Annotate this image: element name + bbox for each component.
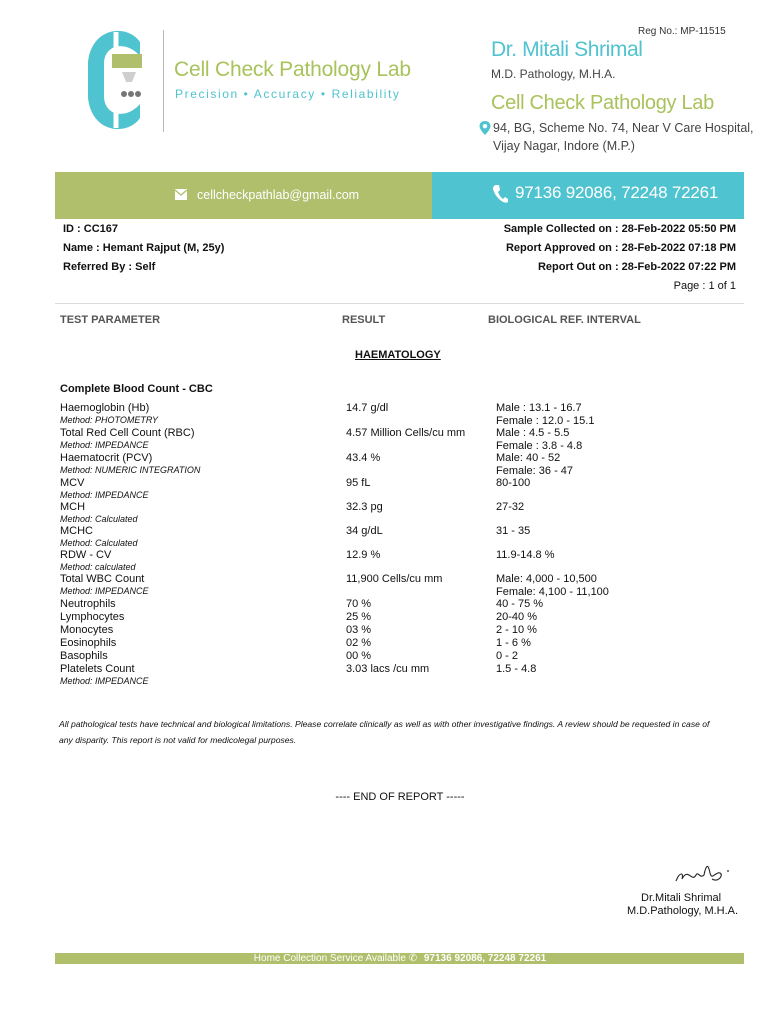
reference-line: Female: 36 - 47 — [496, 464, 574, 477]
reg-number: Reg No.: MP-11515 — [638, 26, 726, 37]
test-result: 25 % — [346, 611, 372, 623]
test-parameter — [60, 598, 346, 611]
test-name: Basophils — [60, 650, 108, 662]
test-result: 14.7 g/dl — [346, 402, 389, 414]
end-of-report: ---- END OF REPORT ----- — [335, 791, 465, 803]
reference-interval — [496, 663, 746, 687]
test-parameter — [60, 402, 346, 427]
test-result: 4.57 Million Cells/cu mm — [346, 427, 466, 439]
test-name: Lymphocytes — [60, 611, 125, 623]
table-row — [60, 501, 750, 525]
test-parameter — [60, 427, 346, 452]
test-method: Method: IMPEDANCE — [60, 586, 149, 596]
test-result: 11,900 Cells/cu mm — [346, 573, 443, 585]
reference-interval — [496, 477, 746, 501]
test-method: Method: IMPEDANCE — [60, 676, 149, 686]
test-parameter — [60, 663, 346, 687]
contact-email[interactable]: cellcheckpathlab@gmail.com — [197, 188, 360, 202]
test-parameter — [60, 549, 346, 573]
test-name: Total Red Cell Count (RBC) — [60, 427, 195, 439]
reference-interval — [496, 573, 746, 598]
test-method: Method: NUMERIC INTEGRATION — [60, 465, 201, 475]
test-method: Method: IMPEDANCE — [60, 490, 149, 500]
test-result: 3.03 lacs /cu mm — [346, 663, 430, 675]
column-header-result: RESULT — [342, 314, 386, 326]
location-pin-icon — [479, 121, 491, 135]
report-approved: Report Approved on : 28-Feb-2022 07:18 PM — [505, 242, 736, 254]
report-out: Report Out on : 28-Feb-2022 07:22 PM — [537, 261, 736, 273]
reference-line: 1.5 - 4.8 — [496, 663, 537, 675]
table-row — [60, 427, 750, 452]
reference-interval — [496, 427, 746, 452]
reference-line: Male : 13.1 - 16.7 — [496, 402, 582, 414]
test-result: 32.3 pg — [346, 501, 383, 513]
doctor-name: Dr. Mitali Shrimal — [491, 38, 643, 61]
table-row — [60, 549, 750, 573]
mail-icon — [175, 189, 187, 200]
page-number: Page : 1 of 1 — [673, 280, 736, 292]
reference-line: 0 - 2 — [496, 650, 519, 662]
test-name: Neutrophils — [60, 598, 116, 610]
panel-title: Complete Blood Count - CBC — [60, 383, 213, 395]
test-method: Method: PHOTOMETRY — [60, 415, 159, 425]
referred-by: Referred By : Self — [63, 261, 156, 273]
table-row — [60, 637, 750, 650]
reference-line: Male: 40 - 52 — [496, 452, 561, 464]
table-row — [60, 624, 750, 637]
test-result: 03 % — [346, 624, 372, 636]
test-name: RDW - CV — [60, 549, 112, 561]
reference-line: 31 - 35 — [496, 525, 531, 537]
test-name: Monocytes — [60, 624, 114, 636]
reference-interval — [496, 525, 746, 549]
test-name: Total WBC Count — [60, 573, 145, 585]
brand-tagline: Precision • Accuracy • Reliability — [175, 87, 401, 101]
test-result: 02 % — [346, 637, 372, 649]
test-method: Method: Calculated — [60, 514, 138, 524]
footer-phone-icon: ✆ — [408, 953, 418, 964]
table-row — [60, 663, 750, 687]
column-header-reference-interval: BIOLOGICAL REF. INTERVAL — [488, 314, 641, 326]
test-result: 12.9 % — [346, 549, 381, 561]
test-parameter — [60, 573, 346, 598]
patient-id: ID : CC167 — [63, 223, 119, 235]
reference-line: Female : 12.0 - 15.1 — [496, 414, 595, 427]
test-parameter — [60, 452, 346, 477]
reference-line: 80-100 — [496, 477, 531, 489]
table-row — [60, 598, 750, 611]
test-method: Method: Calculated — [60, 538, 138, 548]
lab-name: Cell Check Pathology Lab — [491, 92, 714, 114]
table-row — [60, 650, 750, 663]
test-method: Method: calculated — [60, 562, 136, 572]
table-row — [60, 525, 750, 549]
divider — [55, 303, 744, 304]
table-row — [60, 611, 750, 624]
test-parameter — [60, 611, 346, 624]
reference-line: Male : 4.5 - 5.5 — [496, 427, 570, 439]
reference-interval — [496, 624, 746, 637]
brand-name: Cell Check Pathology Lab — [174, 58, 411, 81]
test-name: MCH — [60, 501, 86, 513]
test-name: Haemoglobin (Hb) — [60, 402, 150, 414]
reference-line: Female: 4,100 - 11,100 — [496, 585, 609, 598]
reference-interval — [496, 611, 746, 624]
table-row — [60, 452, 750, 477]
test-parameter — [60, 501, 346, 525]
test-name: MCV — [60, 477, 85, 489]
column-header-test-parameter: TEST PARAMETER — [60, 314, 161, 326]
test-name: Platelets Count — [60, 663, 135, 675]
contact-phones[interactable]: 97136 92086, 72248 72261 — [515, 183, 719, 202]
test-parameter — [60, 637, 346, 650]
reference-line: 20-40 % — [496, 611, 537, 623]
section-title: HAEMATOLOGY — [355, 349, 441, 361]
address-line-1: 94, BG, Scheme No. 74, Near V Care Hospital, — [493, 121, 754, 135]
sample-collected: Sample Collected on : 28-Feb-2022 05:50 PM — [503, 223, 736, 235]
table-row — [60, 573, 750, 598]
patient-name: Name : Hemant Rajput (M, 25y) — [63, 242, 225, 254]
reference-interval — [496, 501, 746, 525]
test-method: Method: IMPEDANCE — [60, 440, 149, 450]
test-parameter — [60, 624, 346, 637]
disclaimer: All pathological tests have technical and biological limitations. Please correlate clinically as well as with other investigative findings. A review should be requested in case of any disparity. This report is not valid for medicolegal purposes. — [59, 719, 710, 745]
test-parameter — [60, 650, 346, 663]
reference-line: 40 - 75 % — [496, 598, 544, 610]
lab-logo — [82, 24, 150, 136]
logo-divider — [163, 30, 164, 132]
reference-line: Male: 4,000 - 10,500 — [496, 573, 597, 585]
test-result: 34 g/dL — [346, 525, 383, 537]
table-row — [60, 402, 750, 427]
reference-interval — [496, 402, 746, 427]
reference-interval — [496, 637, 746, 650]
reference-line: 27-32 — [496, 501, 525, 513]
footer-text — [0, 953, 768, 964]
reference-line: 2 - 10 % — [496, 624, 537, 636]
phone-icon — [492, 184, 508, 204]
test-result: 70 % — [346, 598, 372, 610]
signatory-degree: M.D.Pathology, M.H.A. — [627, 905, 739, 917]
doctor-degree: M.D. Pathology, M.H.A. — [491, 67, 616, 81]
test-result: 95 fL — [346, 477, 371, 489]
doctor-signature — [672, 853, 732, 889]
reference-line: 11.9-14.8 % — [496, 549, 555, 561]
test-name: Haematocrit (PCV) — [60, 452, 153, 464]
table-row — [60, 477, 750, 501]
reference-interval — [496, 452, 746, 477]
address-line-2: Vijay Nagar, Indore (M.P.) — [493, 139, 635, 153]
test-result: 00 % — [346, 650, 372, 662]
test-result: 43.4 % — [346, 452, 381, 464]
signatory-name: Dr.Mitali Shrimal — [641, 892, 722, 904]
reference-line: Female : 3.8 - 4.8 — [496, 439, 583, 452]
test-results-table — [60, 402, 750, 687]
footer-phones: 97136 92086, 72248 72261 — [423, 953, 547, 964]
reference-interval — [496, 549, 746, 573]
reference-line: 1 - 6 % — [496, 637, 531, 649]
test-name: MCHC — [60, 525, 93, 537]
reference-interval — [496, 598, 746, 611]
reference-interval — [496, 650, 746, 663]
footer-service-text: Home Collection Service Available — [253, 953, 406, 964]
test-name: Eosinophils — [60, 637, 117, 649]
test-parameter — [60, 477, 346, 501]
test-parameter — [60, 525, 346, 549]
